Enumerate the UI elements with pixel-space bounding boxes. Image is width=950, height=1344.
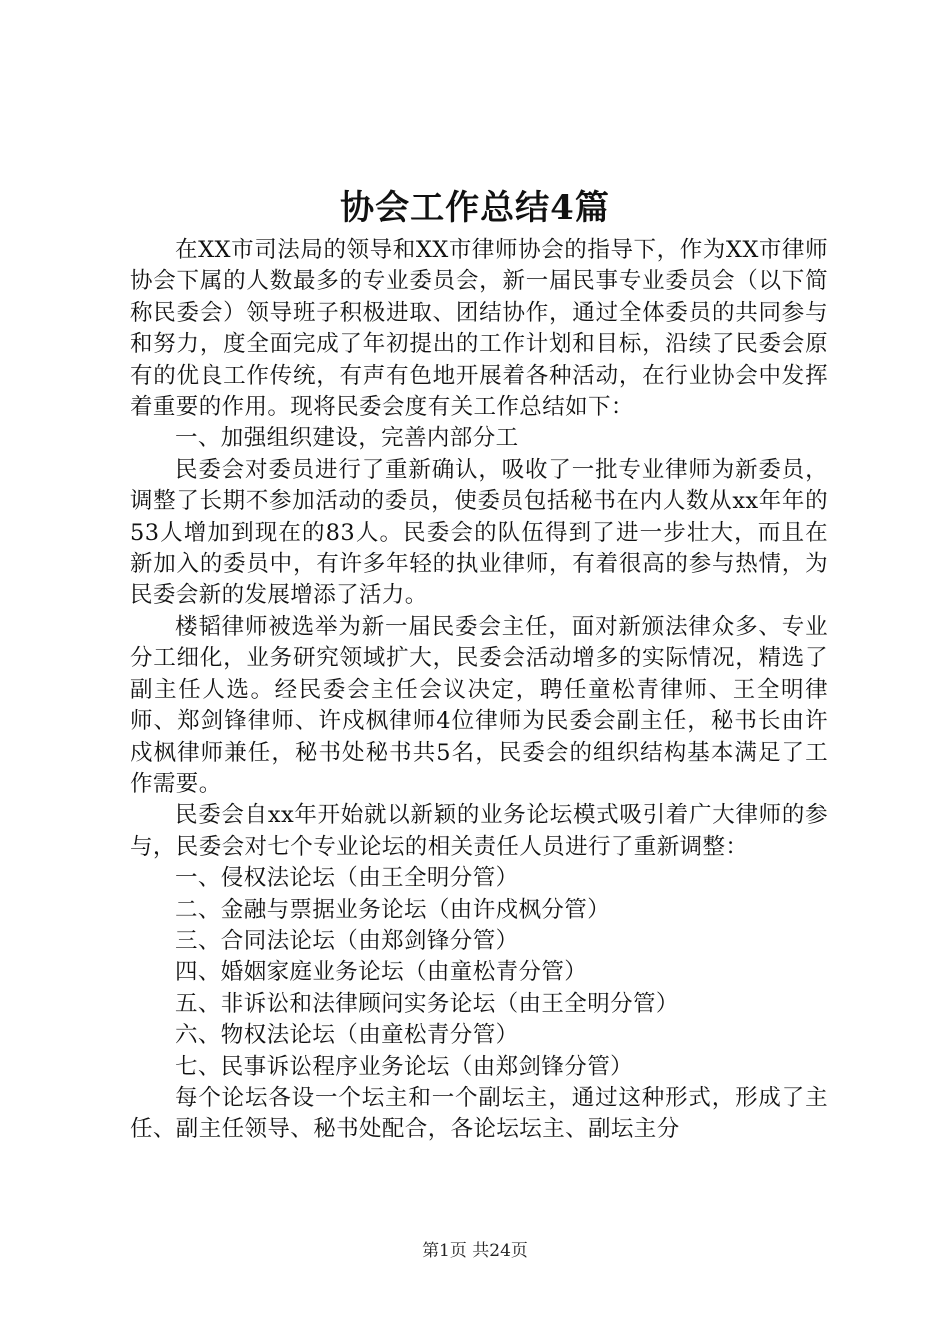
forum-item-finance: 二、金融与票据业务论坛（由许戍枫分管） xyxy=(175,896,611,923)
section-heading-organization: 一、加强组织建设，完善内部分工 xyxy=(175,425,519,452)
forum-item-contract-law: 三、合同法论坛（由郑剑锋分管） xyxy=(175,927,519,954)
paragraph-forum-structure: 每个论坛各设一个坛主和一个副坛主，通过这种形式，形成了主任、副主任领导、秘书处配合，各论坛坛主、副坛主分 xyxy=(130,1084,828,1143)
paragraph-intro: 在XX市司法局的领导和XX市律师协会的指导下，作为XX市律师协会下属的人数最多的专业委员会，新一届民事专业委员会（以下简称民委会）领导班子积极进取、团结协作，通过全体委员的共同参与和努力，度全面完成了年初提出的工作计划和目标，沿续了民委会原有的优良工作传统，有声有色地开展着各种活动，在行业协会中发挥着重要的作用。现将民委会度有关工作总结如下： xyxy=(130,237,828,421)
forum-item-non-litigation: 五、非诉讼和法律顾问实务论坛（由王全明分管） xyxy=(175,990,679,1017)
forum-item-tort-law: 一、侵权法论坛（由王全明分管） xyxy=(175,865,519,892)
forum-item-marriage-family: 四、婚姻家庭业务论坛（由童松青分管） xyxy=(175,959,588,986)
paragraph-leadership: 楼韬律师被选举为新一届民委会主任，面对新颁法律众多、专业分工细化，业务研究领域扩大，民委会活动增多的实际情况，精选了副主任人选。经民委会主任会议决定，聘任童松青律师、王全明律师、郑剑锋律师、许戍枫律师4位律师为民委会副主任，秘书长由许戍枫律师兼任，秘书处秘书共5名，民委会的组织结构基本满足了工作需要。 xyxy=(130,613,828,797)
page-number-footer: 第1页 共24页 xyxy=(422,1241,528,1261)
paragraph-forums: 民委会自xx年开始就以新颖的业务论坛模式吸引着广大律师的参与，民委会对七个专业论坛的相关责任人员进行了重新调整： xyxy=(130,802,828,860)
forum-item-property-law: 六、物权法论坛（由童松青分管） xyxy=(175,1022,519,1049)
document-body xyxy=(130,235,828,1146)
paragraph-members: 民委会对委员进行了重新确认，吸收了一批专业律师为新委员，调整了长期不参加活动的委员，使委员包括秘书在内人数从xx年年的53人增加到现在的83人。民委会的队伍得到了进一步壮大，而且在新加入的委员中，有许多年轻的执业律师，有着很高的参与热情，为民委会新的发展增添了活力。 xyxy=(130,456,828,609)
forum-item-civil-procedure: 七、民事诉讼程序业务论坛（由郑剑锋分管） xyxy=(175,1053,634,1080)
document-title: 协会工作总结4篇 xyxy=(340,188,610,228)
